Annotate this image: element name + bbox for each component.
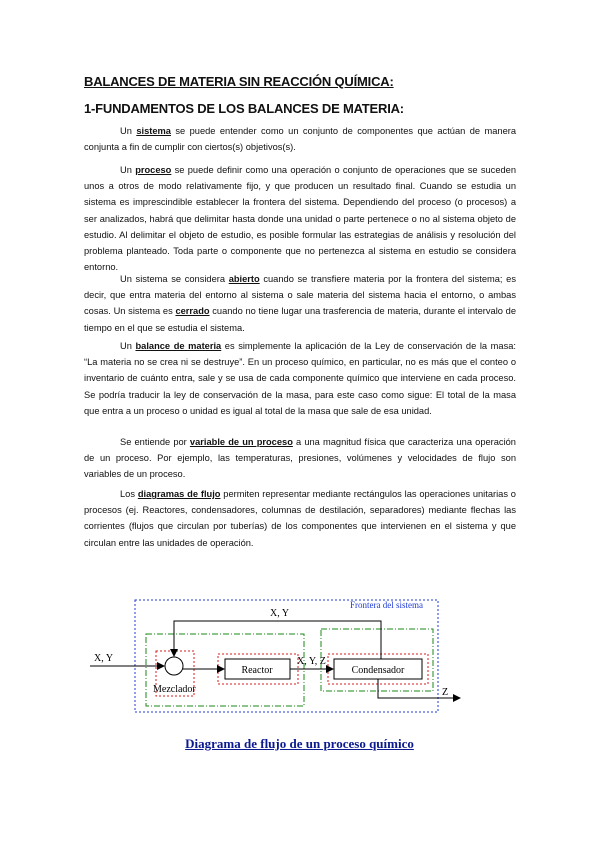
text-run: Un <box>120 165 136 175</box>
paragraph-variable <box>84 434 516 483</box>
condenser-label: Condensador <box>351 665 405 676</box>
text-run: Se entiende por <box>120 437 190 447</box>
keyword-proceso: proceso <box>135 165 172 175</box>
mixer-symbol <box>165 657 183 675</box>
keyword-cerrado: cerrado <box>175 306 210 317</box>
reactor-label: Reactor <box>241 665 273 676</box>
mixer-label: Mezclador <box>153 684 196 695</box>
text-run: cuando no tiene lugar una trasferencia de materia, durante el intervalo de tiempo en el que se estudia el sistema. <box>84 306 517 333</box>
document-title: BALANCES DE MATERIA SIN REACCIÓN QUÍMICA: <box>84 74 394 89</box>
recycle-stream-arrow <box>174 621 381 659</box>
reactor-outlet-label: X, Y, Z <box>297 656 326 667</box>
keyword-balance-de-materia: balance de materia <box>135 341 222 351</box>
keyword-abierto: abierto <box>228 274 260 284</box>
paragraph-abierto-cerrado <box>84 271 516 336</box>
text-run: se puede entender como un conjunto de componentes que actúan de manera conjunta a fin de cumplir con ciertos(s) objetivos(s). <box>84 126 517 153</box>
paragraph-diagramas <box>84 486 516 551</box>
paragraph-sistema <box>84 123 516 155</box>
keyword-diagramas-de-flujo: diagramas de flujo <box>137 489 221 499</box>
paragraph-balance <box>84 338 516 419</box>
text-run: Un sistema se considera <box>120 274 229 284</box>
text-run: Un <box>120 126 137 136</box>
output-stream-label: Z <box>442 687 449 698</box>
text-run: es simplemente la aplicación de la Ley de conservación de la masa: “La materia no se crea ni se destruye”. En un proceso químico, en particular, no es más que el conteo o inventario de cuánto entra, sale y se usa de cada componente químico que interviene en cada proceso. Se podría traducir la ley de conservación de la masa, para este caso como sigue: El total de la masa que entra a un proceso o unidad es igual al total de la masa que sale de esa unidad. <box>84 341 516 416</box>
keyword-sistema: sistema <box>136 126 171 136</box>
section-title: 1-FUNDAMENTOS DE LOS BALANCES DE MATERIA: <box>84 101 404 116</box>
figure-caption: Diagrama de flujo de un proceso químico <box>185 736 414 751</box>
boundary-label: Frontera del sistema <box>350 600 423 610</box>
text-run: cuando se transfiere materia por la frontera del sistema; es decir, que entra materia del entorno al sistema o sale materia del sistema hacia el entorno, o ambas cosas. Un sistema es <box>84 274 516 317</box>
process-flow-diagram <box>84 594 524 724</box>
keyword-variable-de-un-proceso: variable de un proceso <box>189 437 293 447</box>
text-run: Un <box>120 341 136 351</box>
recycle-stream-label: X, Y <box>270 608 290 619</box>
input-stream-label: X, Y <box>94 653 114 664</box>
paragraph-proceso <box>84 162 516 275</box>
text-run: permiten representar mediante rectángulos las operaciones unitarias o procesos (ej. Reactores, condensadores, columnas de destilación, separadores) mediante flechas las corrientes (flujos que circulan por tuberías) de los componentes que intervienen en el sistema y que circulan entre las unidades de operación. <box>84 489 516 548</box>
text-run: se puede definir como una operación o conjunto de operaciones que se suceden unos a otros de modo relativamente fijo, y que producen un resultado final. Cuando se estudia un sistema es imprescindible establecer la frontera del sistema. Dependiendo del proceso (o procesos) a ser analizados, habrá que delimitar hasta donde una unidad o parte pertenece o no al sistema objeto de estudio. Al delimitar el objeto de estudio, es posible formular las estrategias de análisis y resolución del problema planteado. Toda parte o componente que no pertenezca al sistema en estudio se considera entorno. <box>84 165 516 273</box>
text-run: Los <box>120 489 138 499</box>
text-run: a una magnitud física que caracteriza una operación de un proceso. Por ejemplo, las temperaturas, presiones, volúmenes y velocidades de flujo son variables de un proceso. <box>84 437 516 480</box>
